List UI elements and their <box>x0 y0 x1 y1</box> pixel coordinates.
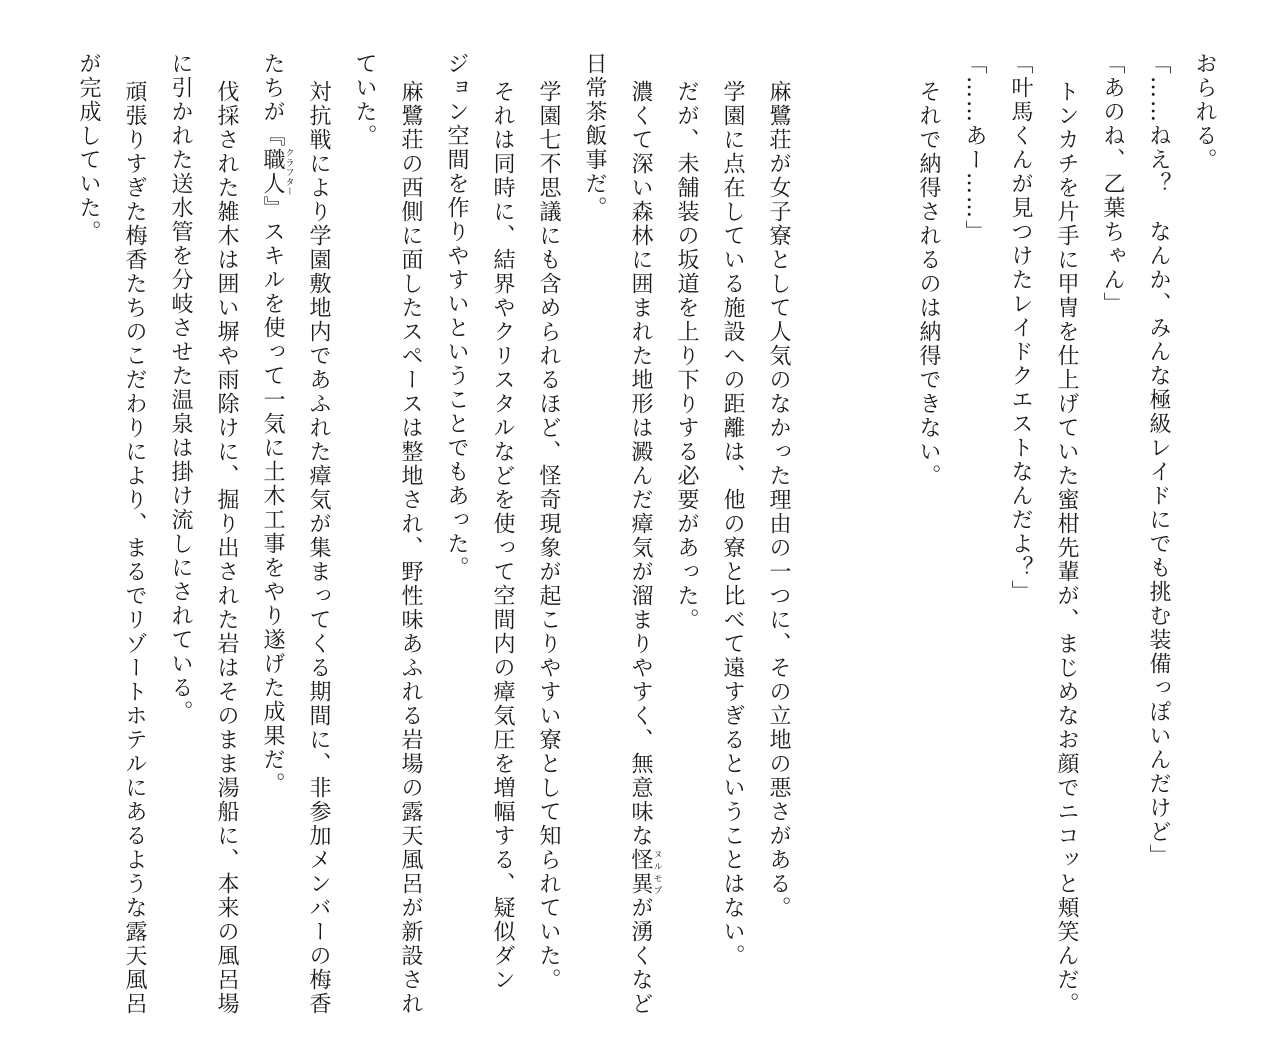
text-line: 麻鷺荘が女子寮として人気のなかった理由の一つに、その立地の悪さがある。 <box>766 80 791 920</box>
text-line: 対抗戦により学園敷地内であふれた瘴気が集まってくる期間に、非参加メンバーの梅香 <box>306 80 331 1016</box>
ruby-base: 職人 <box>260 148 285 196</box>
text-segment: 濃くて深い森林に囲まれた地形は澱んだ瘴気が溜まりやすく、無意味な <box>628 80 653 848</box>
ruby-reading: ヌルモブ <box>651 848 662 896</box>
text-line: 頑張りすぎた梅香たちのこだわりにより、まるでリゾートホテルにあるような露天風呂 <box>122 80 147 1016</box>
ruby-reading: クラフター <box>283 148 294 196</box>
text-line: ていた。 <box>352 52 377 148</box>
text-line: 日常茶飯事だ。 <box>582 52 607 220</box>
text-line: ジョン空間を作りやすいということでもあった。 <box>444 52 469 580</box>
text-segment: が湧くなど <box>628 896 653 1016</box>
text-segment: 』スキルを使って一気に土木工事をやり遂げた成果だ。 <box>260 196 285 796</box>
text-line: 伐採された雑木は囲い塀や雨除けに、掘り出された岩はそのまま湯船に、本来の風呂場 <box>214 80 239 1016</box>
text-line: 麻鷺荘の西側に面したスペースは整地され、野性味あふれる岩場の露天風呂が新設され <box>398 80 423 1016</box>
dialogue-line: 「叶馬くんが見つけたレイドクエストなんだよ？」 <box>1008 52 1033 604</box>
ruby-word <box>260 148 294 196</box>
text-line: に引かれた送水管を分岐させた温泉は掛け流しにされている。 <box>168 52 193 724</box>
text-line: だが、未舗装の坂道を上り下りする必要があった。 <box>674 80 699 632</box>
text-line: トンカチを片手に甲冑を仕上げていた蜜柑先輩が、まじめなお顔でニコッと頬笑んだ。 <box>1054 80 1079 1016</box>
text-line: それで納得されるのは納得できない。 <box>916 80 941 488</box>
dialogue-line: 「あのね、乙葉ちゃん」 <box>1100 52 1125 316</box>
text-line-with-ruby <box>258 52 294 796</box>
dialogue-line: 「……ねえ？ なんか、みんな極級レイドにでも挑む装備っぽいんだけど」 <box>1146 52 1171 868</box>
text-line-with-ruby <box>626 52 662 1016</box>
ruby-word <box>628 848 662 896</box>
text-line: それは同時に、結界やクリスタルなどを使って空間内の瘴気圧を増幅する、疑似ダン <box>490 80 515 992</box>
text-line: 学園に点在している施設への距離は、他の寮と比べて遠すぎるということはない。 <box>720 80 745 968</box>
text-segment: たちが『 <box>260 52 285 148</box>
ruby-base: 怪異 <box>628 848 653 896</box>
text-line: が完成していた。 <box>76 52 101 244</box>
text-line: おられる。 <box>1192 52 1217 172</box>
text-line: 学園七不思議にも含められるほど、怪奇現象が起こりやすい寮として知られていた。 <box>536 80 561 992</box>
dialogue-line: 「……あー……」 <box>962 52 987 244</box>
